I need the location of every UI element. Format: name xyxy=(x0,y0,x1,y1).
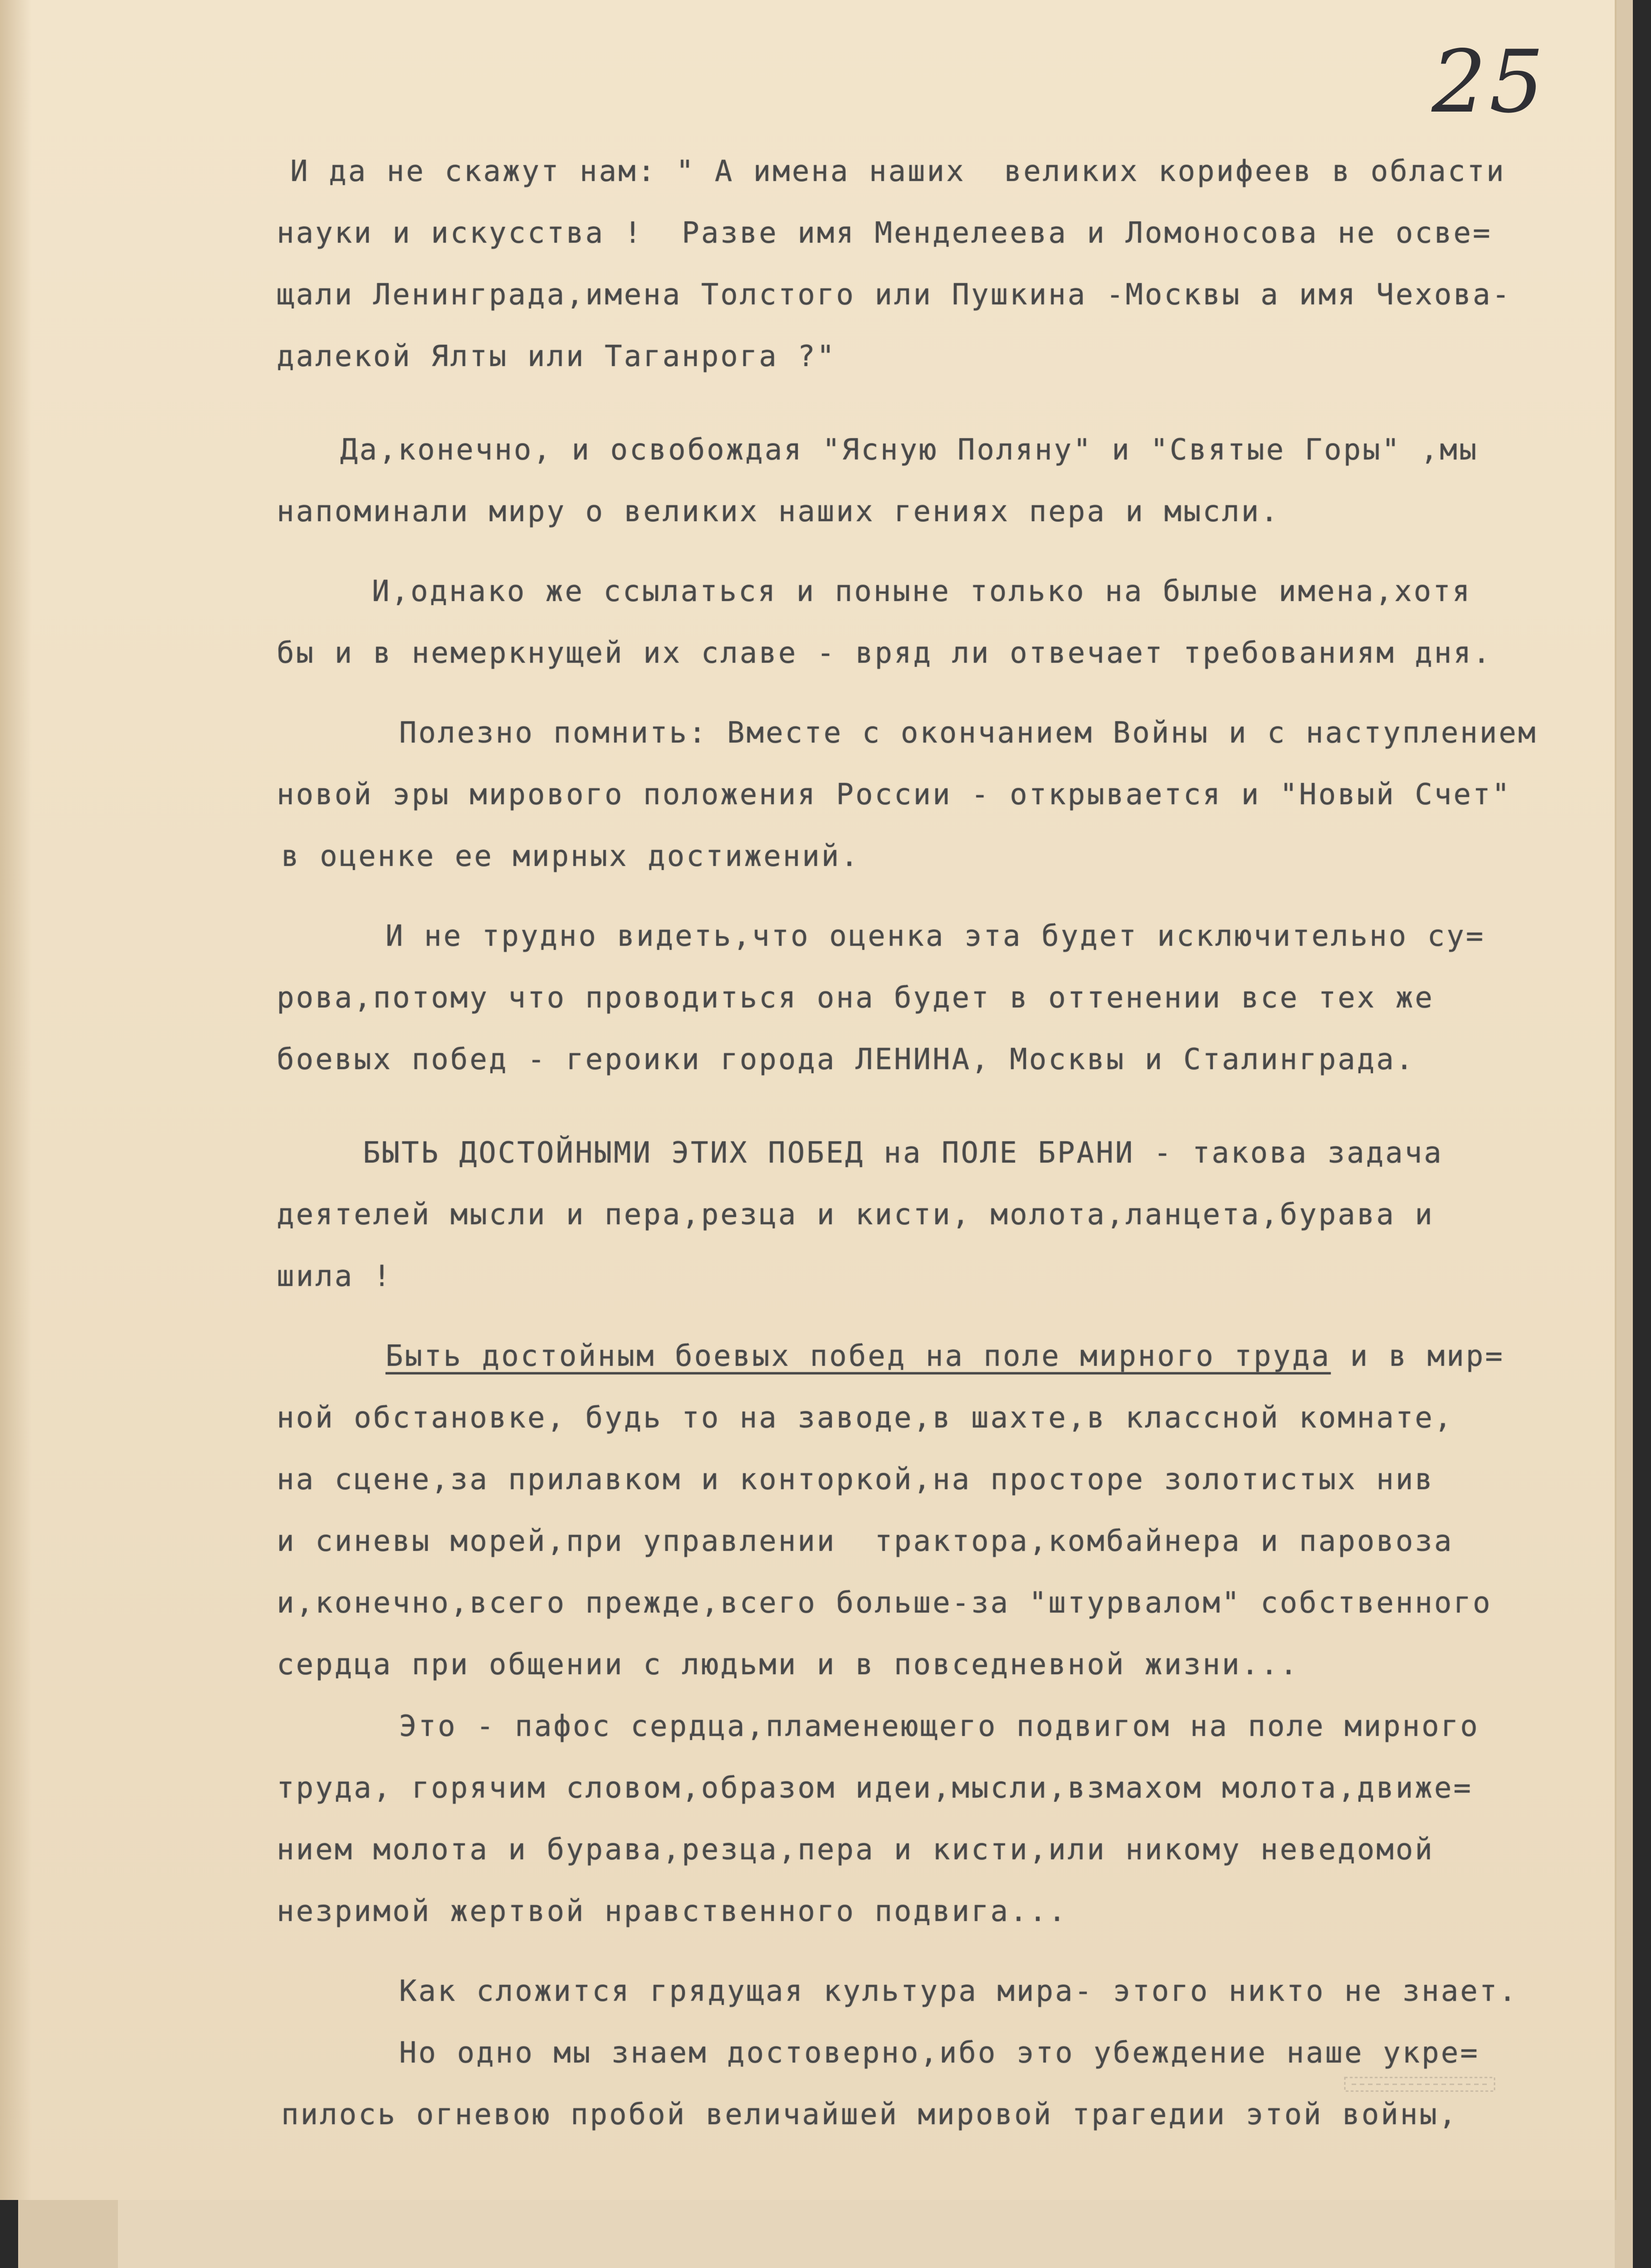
text-line: боевых побед - героики города ЛЕНИНА, Москвы и Сталинграда. xyxy=(277,1043,1415,1076)
text-line: далекой Ялты или Таганрога ?" xyxy=(277,340,836,373)
typed-text xyxy=(272,141,1588,2146)
text-line-with-underline xyxy=(272,1325,1588,1387)
text-line: нием молота и бурава,резца,пера и кисти,или никому неведомой xyxy=(277,1833,1434,1867)
text-line: рова,потому что проводиться она будет в оттенении все тех же xyxy=(277,981,1434,1015)
text-line: незримой жертвой нравственного подвига... xyxy=(277,1895,1068,1928)
text-line: труда, горячим словом,образом идеи,мысли,взмахом молота,движе= xyxy=(277,1771,1473,1805)
text-line: на сцене,за прилавком и конторкой,на просторе золотистых нив xyxy=(277,1463,1434,1496)
page-number: 25 xyxy=(1431,32,1547,132)
text-line: шила ! xyxy=(277,1260,393,1293)
text-line: Да,конечно, и освобождая "Ясную Поляну" и "Святые Горы" ,мы xyxy=(340,433,1479,467)
page-edge-shadow xyxy=(0,0,32,2200)
text-line: Полезно помнить: Вместе с окончанием Войны и с наступлением xyxy=(399,716,1538,750)
text-line: Как сложится грядущая культура мира- этого никто не знает. xyxy=(399,1975,1518,2008)
text-line: напоминали миру о великих наших гениях пера и мысли. xyxy=(277,495,1280,528)
text-line: новой эры мирового положения России - открывается и "Новый Счет" xyxy=(277,778,1511,811)
text-line: бы и в немеркнущей их славе - вряд ли отвечает требованиям дня. xyxy=(277,636,1492,670)
text-line: деятелей мысли и пера,резца и кисти, молота,ланцета,бурава и xyxy=(277,1198,1434,1232)
text-line: науки и искусства ! Разве имя Менделеева и Ломоносова не осве= xyxy=(277,216,1492,250)
text-line: Но одно мы знаем достоверно,ибо это убеждение наше укре= xyxy=(399,2036,1480,2070)
text-line: и синевы морей,при управлении трактора,комбайнера и паровоза xyxy=(277,1525,1454,1558)
text-line: в оценке ее мирных достижений. xyxy=(281,840,860,873)
text-line: и,конечно,всего прежде,всего больше-за "штурвалом" собственного xyxy=(277,1586,1492,1620)
text-line: сердца при общении с людьми и в повседневной жизни... xyxy=(277,1648,1299,1681)
text-line: щали Ленинграда,имена Толстого или Пушкина -Москвы а имя Чехова- xyxy=(277,278,1511,312)
text-line: И не трудно видеть,что оценка эта будет исключительно су= xyxy=(386,919,1485,953)
text-line: ной обстановке, будь то на заводе,в шахте,в классной комнате, xyxy=(277,1401,1454,1435)
underlined-phrase: Быть достойным боевых побед на поле мирного труда xyxy=(386,1339,1331,1373)
text-line: Это - пафос сердца,пламенеющего подвигом на поле мирного xyxy=(399,1710,1480,1743)
faint-stamp-mark xyxy=(1343,2068,1497,2100)
text-fragment: и в мир= xyxy=(1350,1339,1504,1373)
text-line: пилось огневою пробой величайшей мировой трагедии этой войны, xyxy=(281,2098,1458,2131)
text-line: И,однако же ссылаться и поныне только на былые имена,хотя xyxy=(372,575,1472,608)
text-line: БЫТЬ ДОСТОЙНЫМИ ЭТИХ ПОБЕД на ПОЛЕ БРАНИ - такова задача xyxy=(363,1136,1443,1170)
text-line: И да не скажут нам: " А имена наших великих корифеев в области xyxy=(290,155,1506,188)
